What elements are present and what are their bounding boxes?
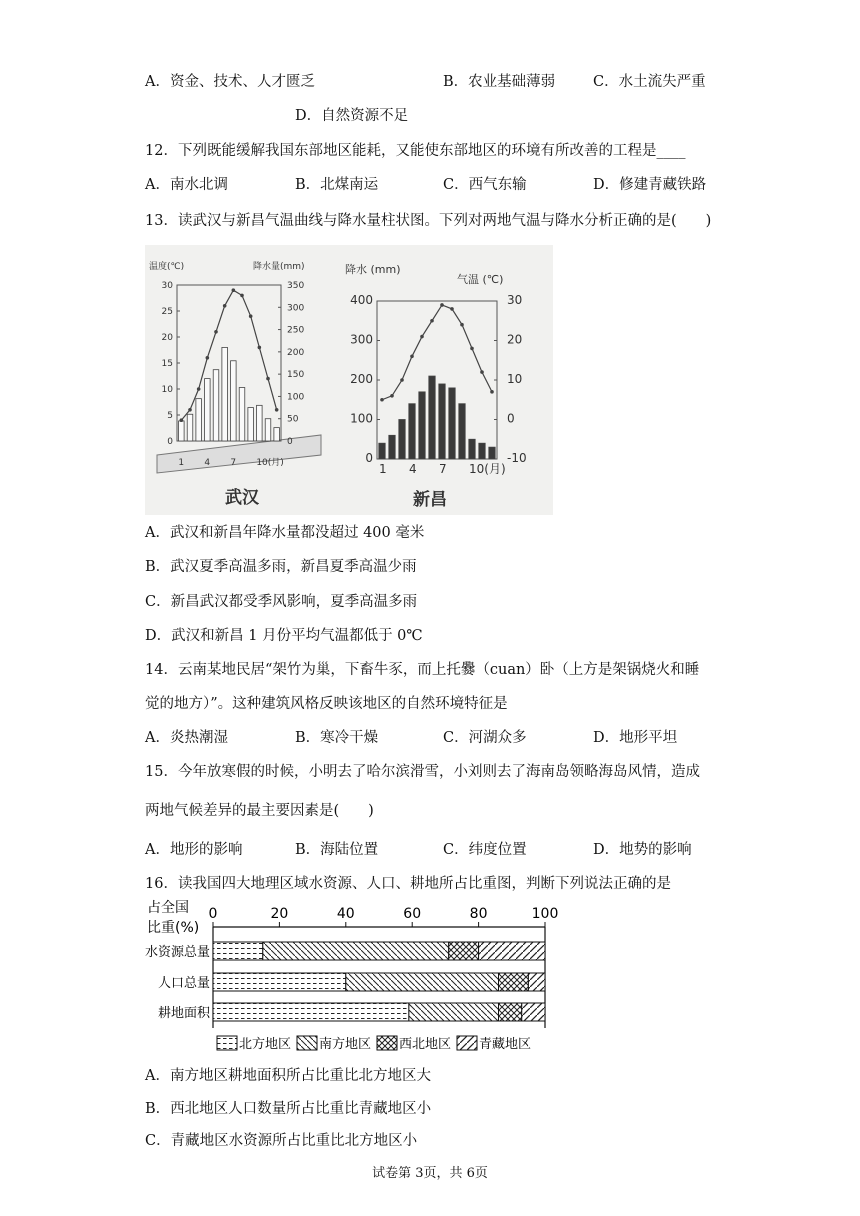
xinchang-temp-point: [420, 335, 424, 339]
xinchang-precip-bar: [399, 420, 405, 460]
share-legend-label: 北方地区: [239, 1037, 292, 1052]
wuhan-temp-point: [223, 304, 227, 308]
xinchang-temp-axis-label: 气温 (℃): [457, 273, 504, 286]
climate-figure: [145, 245, 553, 515]
wuhan-temp-axis-label: 温度(℃): [149, 262, 185, 272]
wuhan-right-tick: 50: [287, 414, 299, 425]
wuhan-left-tick: 30: [161, 281, 173, 291]
wuhan-temp-point: [232, 288, 236, 292]
wuhan-temp-point: [266, 377, 270, 381]
wuhan-month-tick: 1: [178, 458, 185, 468]
wuhan-right-tick: 350: [287, 281, 305, 291]
q13-stem: 13．读武汉与新昌气温曲线与降水量柱状图。下列对两地气温与降水分析正确的是( ): [145, 213, 712, 229]
share-x-tick: 0: [208, 906, 218, 922]
q14-option-c: C．河湖众多: [443, 730, 527, 746]
share-bar-segment: [528, 973, 545, 991]
q15-option-a: A．地形的影响: [145, 842, 243, 858]
xinchang-left-tick: 300: [350, 332, 373, 347]
wuhan-precip-bar: [257, 405, 263, 441]
share-ylabel-line2: 比重(%): [147, 920, 200, 936]
xinchang-month-tick: 1: [379, 462, 387, 476]
wuhan-month-tick: 7: [230, 458, 237, 468]
q12-option-d: D．修建青藏铁路: [593, 177, 707, 193]
share-category-label: 耕地面积: [157, 1006, 210, 1021]
wuhan-precip-bar: [248, 408, 254, 441]
q13-option-b: B．武汉夏季高温多雨，新昌夏季高温少雨: [145, 559, 417, 575]
wuhan-right-tick: 150: [287, 370, 305, 381]
xinchang-precip-bar: [389, 435, 395, 459]
wuhan-temp-point: [275, 408, 279, 412]
share-legend-swatch: [217, 1036, 237, 1050]
share-bar-segment: [479, 942, 545, 960]
q12-option-a: A．南水北调: [145, 177, 228, 193]
q15-option-c: C．纬度位置: [443, 842, 527, 858]
share-x-tick: 80: [469, 906, 488, 922]
page-footer: 试卷第 3页，共 6页: [372, 1166, 488, 1181]
q14-option-d: D．地形平坦: [593, 730, 678, 746]
xinchang-precip-bar: [429, 376, 435, 459]
wuhan-chart: [149, 260, 321, 508]
q15-option-d: D．地势的影响: [593, 842, 692, 858]
share-legend-swatch: [377, 1036, 397, 1050]
q16-option-b: B．西北地区人口数量所占比重比青藏地区小: [145, 1101, 432, 1117]
xinchang-precip-bar: [489, 447, 495, 459]
wuhan-right-tick: 200: [287, 347, 305, 358]
xinchang-chart: [345, 262, 527, 510]
q12-option-c: C．西气东输: [443, 177, 527, 193]
xinchang-precip-bar: [459, 404, 465, 459]
share-category-label: 人口总量: [157, 976, 210, 991]
xinchang-precip-axis-label: 降水 (mm): [345, 263, 401, 276]
xinchang-precip-bar: [439, 384, 445, 459]
xinchang-month-tick: 10(月): [469, 462, 506, 476]
q13-option-a: A．武汉和新昌年降水量都没超过 400 毫米: [145, 525, 425, 541]
wuhan-precip-bar: [265, 419, 271, 441]
share-legend-label: 西北地区: [399, 1037, 452, 1052]
xinchang-right-tick: -10: [507, 451, 527, 465]
xinchang-temp-point: [450, 307, 454, 311]
xinchang-right-tick: 20: [507, 332, 523, 347]
q12-stem: 12．下列既能缓解我国东部地区能耗，又能使东部地区的环境有所改善的工程是____: [145, 143, 686, 159]
wuhan-temp-point: [240, 294, 244, 298]
xinchang-left-tick: 100: [350, 411, 373, 426]
xinchang-temp-point: [430, 319, 434, 323]
wuhan-precip-axis-label: 降水量(mm): [253, 262, 305, 272]
q15-stem-line2: 两地气候差异的最主要因素是( ): [145, 803, 374, 819]
wuhan-precip-bar: [239, 388, 245, 441]
q12-option-b: B．北煤南运: [295, 177, 379, 193]
share-bar-segment: [213, 942, 263, 960]
wuhan-left-tick: 10: [161, 385, 173, 395]
wuhan-precip-bar: [222, 347, 228, 441]
xinchang-precip-bar: [379, 443, 385, 459]
wuhan-precip-bar: [179, 421, 185, 441]
q16-stem: 16．读我国四大地理区域水资源、人口、耕地所占比重图，判断下列说法正确的是: [145, 876, 671, 892]
wuhan-right-tick: 300: [287, 303, 305, 314]
q13-option-c: C．新昌武汉都受季风影响，夏季高温多雨: [145, 594, 418, 610]
share-x-tick: 100: [531, 906, 559, 922]
xinchang-left-tick: 400: [350, 293, 373, 307]
wuhan-temp-point: [249, 314, 253, 318]
share-bar-segment: [499, 1003, 522, 1021]
xinchang-temp-point: [460, 323, 464, 327]
share-x-tick: 40: [336, 906, 355, 922]
q11-option-d: D．自然资源不足: [295, 108, 409, 124]
xinchang-precip-bar: [469, 439, 475, 459]
region-share-figure: [144, 896, 559, 1056]
xinchang-temp-point: [490, 390, 494, 394]
share-bar-segment: [409, 1003, 499, 1021]
wuhan-left-tick: 15: [161, 359, 173, 369]
xinchang-right-tick: 10: [507, 372, 523, 386]
share-x-tick: 20: [270, 906, 289, 922]
share-legend-label: 青藏地区: [479, 1037, 532, 1052]
q14-option-b: B．寒冷干燥: [295, 730, 379, 746]
wuhan-temp-point: [180, 418, 184, 422]
xinchang-temp-point: [410, 355, 414, 359]
wuhan-precip-bar: [205, 379, 211, 441]
xinchang-temp-point: [440, 303, 444, 307]
q15-stem-line1: 15．今年放寒假的时候，小明去了哈尔滨滑雪，小刘则去了海南岛领略海岛风情，造成: [145, 764, 700, 780]
xinchang-precip-bar: [419, 392, 425, 459]
q11-option-c: C．水土流失严重: [593, 74, 706, 90]
q16-option-a: A．南方地区耕地面积所占比重比北方地区大: [145, 1068, 431, 1084]
xinchang-temp-point: [390, 394, 394, 398]
wuhan-left-tick: 20: [161, 333, 173, 343]
share-bar-segment: [499, 973, 529, 991]
wuhan-temp-point: [258, 346, 262, 350]
share-bar-segment: [263, 942, 449, 960]
wuhan-precip-bar: [213, 370, 219, 441]
wuhan-precip-bar: [187, 414, 193, 441]
wuhan-month-tick: 4: [204, 458, 211, 468]
share-bar-segment: [522, 1003, 545, 1021]
share-x-tick: 60: [403, 906, 422, 922]
share-bar-segment: [449, 942, 479, 960]
q16-option-c: C．青藏地区水资源所占比重比北方地区小: [145, 1133, 418, 1149]
wuhan-temp-point: [214, 330, 218, 334]
wuhan-right-tick: 0: [287, 437, 293, 447]
xinchang-temp-point: [470, 347, 474, 351]
share-bar-segment: [346, 973, 499, 991]
wuhan-temp-point: [206, 356, 210, 360]
wuhan-city-label: 武汉: [225, 488, 259, 508]
share-legend-swatch: [457, 1036, 477, 1050]
q15-option-b: B．海陆位置: [295, 842, 379, 858]
q11-option-b: B．农业基础薄弱: [443, 74, 556, 90]
xinchang-city-label: 新昌: [413, 490, 447, 510]
wuhan-left-tick: 0: [167, 437, 173, 447]
wuhan-temp-point: [197, 387, 201, 391]
q11-option-a: A．资金、技术、人才匮乏: [145, 74, 315, 90]
xinchang-precip-bar: [449, 388, 455, 459]
wuhan-left-tick: 5: [167, 411, 173, 421]
share-category-label: 水资源总量: [144, 945, 210, 960]
xinchang-month-tick: 4: [409, 462, 417, 476]
q14-stem-line1: 14．云南某地民居“架竹为巢，下畜牛豕，而上托爨（cuan）卧（上方是架锅烧火和睡: [145, 662, 700, 678]
xinchang-left-tick: 0: [365, 451, 373, 465]
wuhan-precip-bar: [274, 428, 280, 441]
wuhan-temp-point: [188, 408, 192, 412]
xinchang-month-tick: 7: [439, 462, 447, 476]
xinchang-temp-point: [480, 370, 484, 374]
share-legend-swatch: [297, 1036, 317, 1050]
wuhan-precip-bar: [231, 361, 237, 441]
xinchang-right-tick: 30: [507, 293, 523, 307]
xinchang-precip-bar: [479, 443, 485, 459]
xinchang-right-tick: 0: [507, 411, 515, 426]
q13-option-d: D．武汉和新昌 1 月份平均气温都低于 0℃: [145, 628, 423, 644]
xinchang-temp-point: [380, 398, 384, 402]
q14-option-a: A．炎热潮湿: [145, 730, 228, 746]
share-ylabel-line1: 占全国: [147, 900, 189, 916]
wuhan-left-tick: 25: [161, 307, 173, 317]
wuhan-right-tick: 100: [287, 392, 305, 403]
xinchang-temp-line: [382, 305, 492, 400]
share-bar-segment: [213, 1003, 409, 1021]
share-legend-label: 南方地区: [319, 1037, 372, 1052]
wuhan-month-tick: 10(月): [256, 458, 284, 468]
climate-charts-svg: [145, 245, 553, 515]
share-bar-segment: [213, 973, 346, 991]
wuhan-precip-bar: [196, 399, 202, 441]
xinchang-left-tick: 200: [350, 372, 373, 386]
q14-stem-line2: 觉的地方）”。这种建筑风格反映该地区的自然环境特征是: [145, 696, 508, 712]
wuhan-right-tick: 250: [287, 325, 305, 336]
region-share-chart: [144, 896, 559, 1056]
xinchang-precip-bar: [409, 404, 415, 459]
xinchang-temp-point: [400, 378, 404, 382]
